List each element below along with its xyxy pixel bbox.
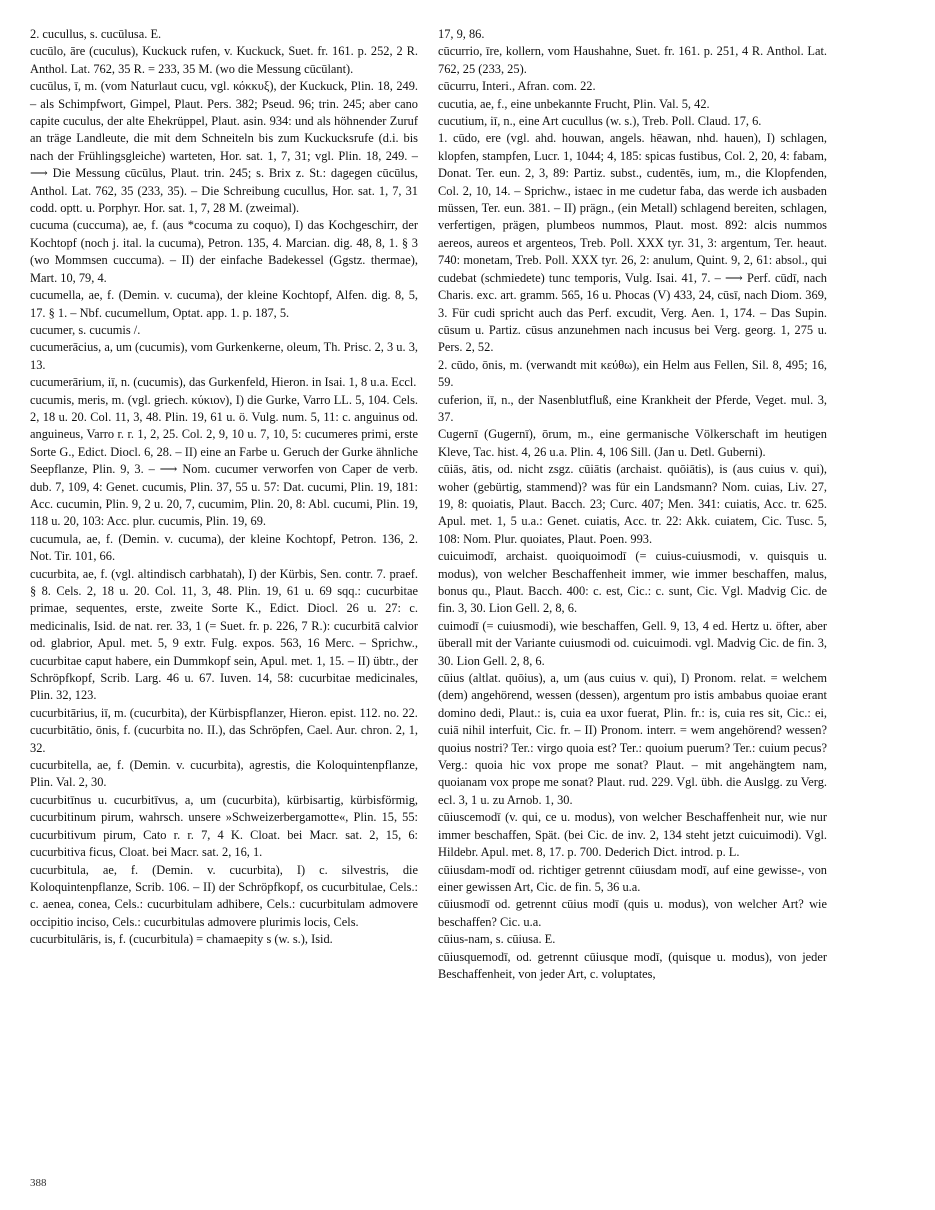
entry: cucutium, iī, n., eine Art cucullus (w. s.), Treb. Poll. Claud. 17, 6. [438,114,762,129]
entry: cūius (altlat. quōius), a, um (aus cuius v. qui), I) Pronom. relat. = welchem (dem) angehörend, wessen (dessen), argentum pro istis ambabus quoiae erant domino dedi, Plaut.: is, cuia ea uxor fuerat, Plin. fr.: is, cuia res sit, Cic.: ei, cuiā nihil interfuit, Cic. fr. – II) Pronom. interr. = wem angehörend? wessen? quoius nostri? Ter.: virgo quoia est? Ter.: quoium puerum? Ter.: cuium pecus? Verg.: quoia hic vox prope me sonat? Plaut. – mit angehängtem nam, quoianam vox prope me sonat? Plaut. rud. 229. Vgl. übh. die Auslgg. zu Verg. ecl. 3, 1 u. zu Arnob. 1, 30. [438,671,827,807]
entry: cucurbitīnus u. cucurbitīvus, a, um (cucurbita), kürbisartig, kürbisförmig, cucurbitinum pirum, wahrsch. unsere »Schweizerbergamotte«, Plin. 15, 55: cucurbitivum pirum, Cato r. r. 7, 4 K. Cloat. bei Macr. sat. 2, 15, 6: cucurbitiva ficus, Cloat. bei Macr. sat. 2, 16, 1. [30,792,418,860]
entry: Cugernī (Gugernī), ōrum, m., eine germanische Völkerschaft im heutigen Kleve, Tac. hist. 4, 26 u.a. Plin. 4, 106 Sill. (Jan u. Detl. Guberni). [438,427,827,459]
entry: cucumula, ae, f. (Demin. v. cucuma), der kleine Kochtopf, Petron. 136, 2. Not. Tir. 101, 66. [30,531,418,564]
entry: cūiās, ātis, od. nicht zsgz. cūiātis (archaist. quōiātis), is (aus cuius v. qui), woher (gebürtig, stammend)? was für ein Landsmann? Nom. cuias, Liv. 27, 19, 8: quoiatis, Plaut. Bacch. 23; Curc. 407; Men. 341: cuiatis, Acc. tr. 625. Apul. met. 1, 5 u.a.: Genet. cuiatis, Acc. tr. 22: Akk. cuiatem, Cic. Tusc. 5, 108: Nom. Plur. quoiates, Plaut. Poen. 993. [438,462,827,546]
entry: cucumella, ae, f. (Demin. v. cucuma), der kleine Kochtopf, Alfen. dig. 8, 5, 17. § 1. – Nbf. cucumellum, Optat. app. 1. p. 187, 5. [30,288,418,320]
entry: cucurbitulāris, is, f. (cucurbitula) = chamaepity s (w. s.), Isid. [30,932,333,947]
entry: cūiuscemodī (v. qui, ce u. modus), von welcher Beschaffenheit nur, wie nur immer beschaffen, Spät. (bei Cic. de inv. 2, 134 steht jetzt cuicuimodi). Vgl. Hildebr. Apul. met. 8, 17. p. 700. Dederich Dict. introd. p. L. [438,810,827,860]
entry: cucumerācius, a, um (cucumis), vom Gurkenkerne, oleum, Th. Prisc. 2, 3 u. 3, 13. [30,340,418,372]
entry: cucurbitātio, ōnis, f. (cucurbita no. II.), das Schröpfen, Cael. Aur. chron. 2, 1, 32. [30,723,418,755]
entry: cucurbitella, ae, f. (Demin. v. cucurbita), agrestis, die Koloquintenpflanze, Plin. Val. 2, 30. [30,758,418,790]
entry: 17, 9, 86. [438,27,485,41]
entry: 1. cūdo, ere (vgl. ahd. houwan, angels. hēawan, nhd. hauen), I) schlagen, klopfen, stampfen, Lucr. 1, 1044; 4, 185: spicas fustibus, Col. 2, 20, 4: fabam, Donat. Ter. eun. 2, 3, 89: Partiz. subst., cudentēs, ium, m., die Klopfenden, Col. 2, 10, 14. – Sprichw., istaec in me cudetur faba, das werde ich ausbaden müssen, Ter. eun. 381. – II) prägn., (ein Metall) schlagend bereiten, schlagen, verfertigen, prägen, plumbeos nummos, Plaut. most. 892: alcis nummos aereos, aureos et argenteos, Treb. Poll. XXX tyr. 31, 3: argentum, Ter. heaut. 740: monetam, Treb. Poll. XXX tyr. 26, 2: anulum, Quint. 9, 2, 61: absol., qui cudebat (schmiedete) tunc temporis, Vulg. Isai. 41, 7. – ⟶ Perf. cūdī, nach Charis. exc. art. gramm. 565, 16 u. Phocas (V) 433, 24, cūsī, nach Diom. 369, 3. Für cudi spricht auch das Perf. excudit, Verg. Aen. 1, 174. – Das Supin. cūsum u. Partiz. cūsus anzunehmen nach incusus bei Verg. georg. 1, 275 u. Pers. 2, 52. [438,131,827,355]
entry: cuferion, iī, n., der Nasenblutfluß, eine Krankheit der Pferde, Veget. mul. 3, 37. [438,392,827,424]
entry: cucurbitula, ae, f. (Demin. v. cucurbita), I) c. silvestris, die Koloquintenpflanze, Scrib. 106. – II) der Schröpfkopf, os cucurbitulae, Cels.: c. aenea, conea, Cels.: cucurbitulam adhibere, Cels.: cucurbitulam admovere occipitio inciso, Cels.: cucurbitulas admovere plurimis locis, Cels. [30,862,418,929]
entry: cucūlus, ī, m. (vom Naturlaut cucu, vgl. κόκκυξ), der Kuckuck, Plin. 18, 249. – als Schimpfwort, Gimpel, Plaut. Pers. 382; Pseud. 96; trin. 245; aber cano capite cuculus, der alte Ehekrüppel, Plaut. asin. 934: und als höhnender Zuruf an träge Landleute, die mit dem Schneiteln bis zum Kuckucksrufe (d.i. bis nach der Frühlingsgleiche) warteten, Hor. sat. 1, 7, 31; vgl. Plin. 18, 249. – ⟶ Die Messung cūcūlus, Plaut. trin. 245; s. Brix z. St.: dagegen cūcūlus, Anthol. Lat. 762, 35 (233, 35). – Die Schreibung cucullus, Hor. sat. 1, 7, 31 codd. optt. u. Porphyr. Hor. sat. 1, 7, 28 M. (zweimal). [30,79,418,216]
entry: cucutia, ae, f., eine unbekannte Frucht, Plin. Val. 5, 42. [438,96,710,111]
entry: cucūlo, āre (cuculus), Kuckuck rufen, v. Kuckuck, Suet. fr. 161. p. 252, 2 R. Anthol. Lat. 762, 35 R. = 233, 35 M. (wo die Messung cūcūlant). [30,44,418,76]
entry: cucurbita, ae, f. (vgl. altindisch carbhatah), I) der Kürbis, Sen. contr. 7. praef. § 8. Cels. 2, 18 u. 20. Col. 11, 3, 48. Plin. 19, 61 u. 69 sqq.: cucurbitae primae, sequentes, erste, zweite Sorte K., Edict. Diocl. 26 u. 27: c. medicinalis, Isid. de nat. rer. 33, 1 (= Suet. fr. p. 226, 7 R.): cucurbitā calvior od. glabrior, Apul. met. 5, 9 extr. Fulg. expos. 563, 16 Merc. – Sprichw., cucurbitae caput habere, ein Dummkopf sein, Apul. met. 1, 15. – II) übtr., der Schröpfkopf, Scrib. Larg. 46 u. 67. Iuven. 14, 58: cucurbitae medicinales, Plin. 32, 123. [30,566,418,703]
entry: cūius-nam, s. cūiusa. E. [438,932,556,947]
entry: cucumis, meris, m. (vgl. griech. κύκιον), I) die Gurke, Varro LL. 5, 104. Cels. 2, 18 u. 20. Col. 11, 3, 48. Plin. 19, 61 u. ö. Vulg. num. 5, 11: c. anguinus od. anguineus, Varro r. r. 1, 2, 25. Col. 2, 9, 10 u. 7, 10, 5: cucumeres primi, erste Sorte G., Edict. Diocl. 6, 28. – II) eine an Farbe u. Geruch der Gurke ähnliche Seepflanze, Plin. 9, 3. – ⟶ Nom. cucumer verworfen von Caper de verb. dub. 7, 109, 4: Genet. cucumis, Plin. 37, 55 u. 57: Dat. cucumi, Plin. 19, 181: Acc. cucumin, Plin. 9, 2 u. 20, 7, cucumim, Plin. 20, 8: Abl. cucumi, Plin. 19, 118 u. 20, 103: Acc. plur. cucumis, Plin. 19, 69. [30,392,418,529]
page-number: 388 [30,1177,47,1189]
entry: cūcurru, Interi., Afran. com. 22. [438,79,596,94]
entry: cucumer, s. cucumis /. [30,322,141,337]
entry: cucuma (cuccuma), ae, f. (aus *cocuma zu coquo), I) das Kochgeschirr, der Kochtopf (noch j. ital. la cucuma), Petron. 135, 4. Marcian. dig. 48, 8, 1. § 3 (wo Mommsen cuccuma). – II) der einfache Badekessel (Ggstz. thermae), Mart. 10, 79, 4. [30,218,418,285]
entry: cucurbitārius, iī, m. (cucurbita), der Kürbispflanzer, Hieron. epist. 112. no. 22. [30,705,418,720]
right-column [438,26,827,983]
entry: cūiusquemodī, od. getrennt cūiusque modī, (quisque u. modus), von jeder Beschaffenheit, von jeder Art, c. voluptates, [438,949,827,981]
entry: cūiusdam-modī od. richtiger getrennt cūiusdam modī, auf eine gewisse-, von einer gewissen Art, Cic. de fin. 5, 36 u.a. [438,862,827,894]
entry: cūiusmodī od. getrennt cūius modī (quis u. modus), von welcher Art? wie beschaffen? Cic. u.a. [438,897,827,929]
entry: 2. cucullus, s. cucūlusa. E. [30,27,162,41]
left-column [30,26,418,949]
entry: cuimodī (= cuiusmodi), wie beschaffen, Gell. 9, 13, 4 ed. Hertz u. öfter, aber überall mit der Variante cuiusmodi od. cuicuimodi. vgl. Madvig Cic. de fin. 3, 30. Lion Gell. 2, 8, 6. [438,618,827,668]
entry: cūcurrio, īre, kollern, vom Haushahne, Suet. fr. 161. p. 251, 4 R. Anthol. Lat. 762, 25 (233, 25). [438,44,827,76]
entry: 2. cūdo, ōnis, m. (verwandt mit κεύθω), ein Helm aus Fellen, Sil. 8, 495; 16, 59. [438,357,827,390]
entry: cucumerārium, iī, n. (cucumis), das Gurkenfeld, Hieron. in Isai. 1, 8 u.a. Eccl. [30,375,417,390]
entry: cuicuimodī, archaist. quoiquoimodī (= cuius-cuiusmodi, v. quisquis u. modus), von welcher Beschaffenheit immer, wie immer beschaffen, malus, bonus qu., Plaut. Bacch. 400: c. est, Cic.: c. sunt, Cic. Vgl. Madvig Cic. de fin. 3, 30. Lion Gell. 2, 8, 6. [438,549,827,616]
